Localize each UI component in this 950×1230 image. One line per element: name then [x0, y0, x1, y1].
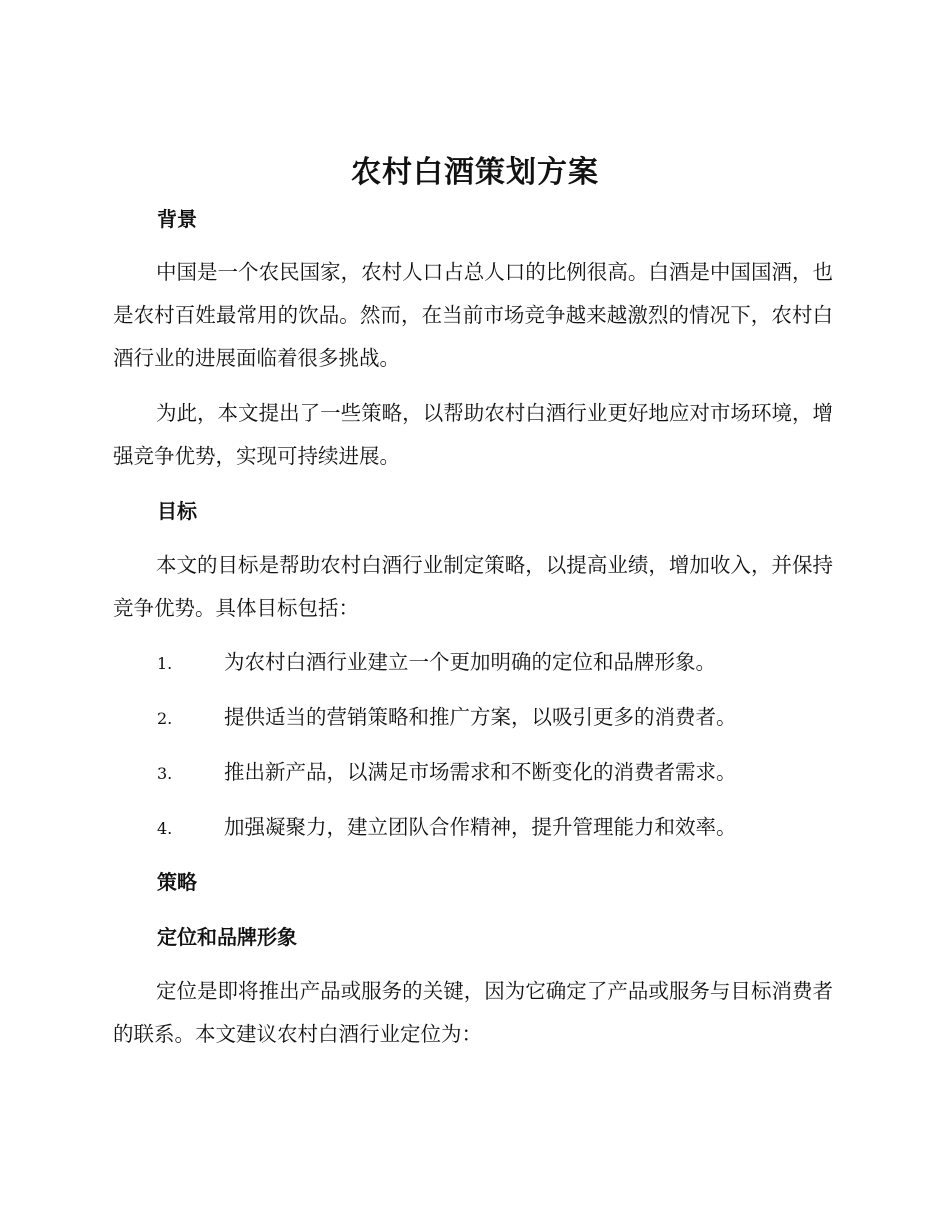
list-item [157, 812, 837, 844]
list-item [157, 757, 837, 789]
section-heading-goals: 目标 [157, 499, 197, 523]
list-item-number: 3. [157, 764, 173, 783]
background-paragraph-2: 为此，本文提出了一些策略，以帮助农村白酒行业更好地应对市场环境，增强竞争优势，实现可持续进展。 [113, 401, 833, 468]
subsection-heading-positioning: 定位和品牌形象 [157, 925, 297, 949]
list-item-text: 提供适当的营销策略和推广方案，以吸引更多的消费者。 [224, 705, 737, 729]
background-paragraph-1: 中国是一个农民国家，农村人口占总人口的比例很高。白酒是中国国酒，也是农村百姓最常用的饮品。然而，在当前市场竞争越来越激烈的情况下，农村白酒行业的进展面临着很多挑战。 [113, 260, 833, 370]
goals-intro-paragraph: 本文的目标是帮助农村白酒行业制定策略，以提高业绩，增加收入，并保持竞争优势。具体目标包括： [113, 553, 833, 620]
list-item-number: 4. [157, 819, 173, 838]
section-heading-background: 背景 [157, 207, 197, 231]
list-item-text: 为农村白酒行业建立一个更加明确的定位和品牌形象。 [224, 650, 716, 674]
list-item [157, 702, 837, 734]
section-heading-strategy: 策略 [157, 870, 197, 894]
list-item-text: 加强凝聚力，建立团队合作精神，提升管理能力和效率。 [224, 815, 737, 839]
list-item-number: 1. [157, 654, 173, 673]
strategy-positioning-paragraph: 定位是即将推出产品或服务的关键，因为它确定了产品或服务与目标消费者的联系。本文建议农村白酒行业定位为： [113, 979, 833, 1046]
list-item-text: 推出新产品，以满足市场需求和不断变化的消费者需求。 [224, 760, 737, 784]
list-item [157, 647, 837, 679]
document-title: 农村白酒策划方案 [351, 155, 599, 190]
list-item-number: 2. [157, 709, 173, 728]
